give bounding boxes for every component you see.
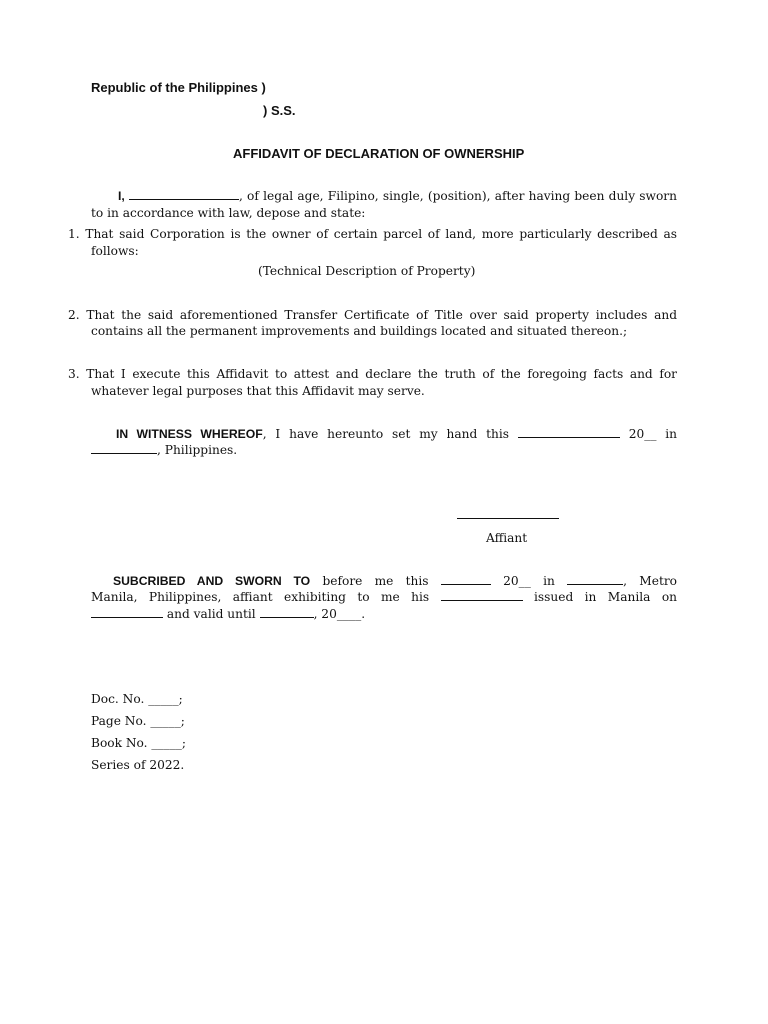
jurat-line-2: [91, 589, 677, 606]
jurat-line-3-b: , 20____.: [313, 607, 366, 621]
caption-republic: Republic of the Philippines ): [91, 80, 266, 95]
jurat-line-1: [91, 573, 677, 590]
issue-date-blank[interactable]: [91, 606, 163, 618]
jurat-line-3: [91, 606, 365, 622]
series-year: Series of 2022.: [91, 758, 185, 772]
book-number: Book No. _____;: [91, 736, 187, 750]
doc-number: Doc. No. _____;: [91, 692, 183, 706]
jurat-date-blank[interactable]: [441, 573, 491, 585]
jurat-line-1-a: before me this: [322, 574, 429, 588]
jurat-line-3-a: and valid until: [166, 607, 256, 621]
jurat-place-blank[interactable]: [567, 573, 623, 585]
name-blank[interactable]: [129, 188, 239, 200]
valid-date-blank[interactable]: [260, 606, 314, 618]
clause-2-line-2: contains all the permanent improvements and buildings located and situated thereon.;: [91, 324, 628, 338]
clause-1-line-2: follows:: [91, 244, 139, 258]
witness-year-prefix: 20__ in: [628, 427, 678, 441]
witness-line-2: [91, 442, 237, 458]
clause-3-line-2: whatever legal purposes that this Affidavit may serve.: [91, 384, 425, 398]
witness-heading: IN WITNESS WHEREOF: [116, 427, 263, 441]
jurat-line-1-b: 20__ in: [503, 574, 555, 588]
witness-line-1: [91, 426, 677, 443]
clause-3-line-1: 3. That I execute this Affidavit to attest and declare the truth of the foregoing facts and for: [68, 367, 677, 381]
intro-pronoun: I,: [118, 189, 125, 203]
witness-line-2-text: , Philippines.: [157, 443, 238, 457]
clause-1-line-1: 1. That said Corporation is the owner of certain parcel of land, more particularly described as: [68, 227, 677, 241]
signature-label: Affiant: [486, 531, 528, 545]
jurat-heading: SUBCRIBED AND SWORN TO: [113, 574, 311, 588]
jurat-line-2-b: issued in Manila on: [533, 590, 678, 604]
clause-1-description: (Technical Description of Property): [258, 264, 476, 278]
intro-line-1: [91, 188, 677, 205]
signature-line[interactable]: [457, 518, 559, 519]
intro-line-2: to in accordance with law, depose and state:: [91, 206, 366, 220]
jurat-line-1-c: , Metro: [623, 574, 678, 588]
document-title: AFFIDAVIT OF DECLARATION OF OWNERSHIP: [233, 146, 525, 161]
witness-line-1-text: , I have hereunto set my hand this: [262, 427, 510, 441]
witness-date-blank[interactable]: [518, 426, 620, 438]
jurat-line-2-a: Manila, Philippines, affiant exhibiting to me his: [91, 590, 430, 604]
page-number: Page No. _____;: [91, 714, 185, 728]
witness-place-blank[interactable]: [91, 442, 157, 454]
id-blank[interactable]: [441, 589, 523, 601]
clause-2-line-1: 2. That the said aforementioned Transfer Certificate of Title over said property includes and: [68, 308, 677, 322]
caption-ss: ) S.S.: [263, 103, 296, 118]
intro-line-1-text: , of legal age, Filipino, single, (position), after having been duly sworn: [238, 189, 677, 203]
